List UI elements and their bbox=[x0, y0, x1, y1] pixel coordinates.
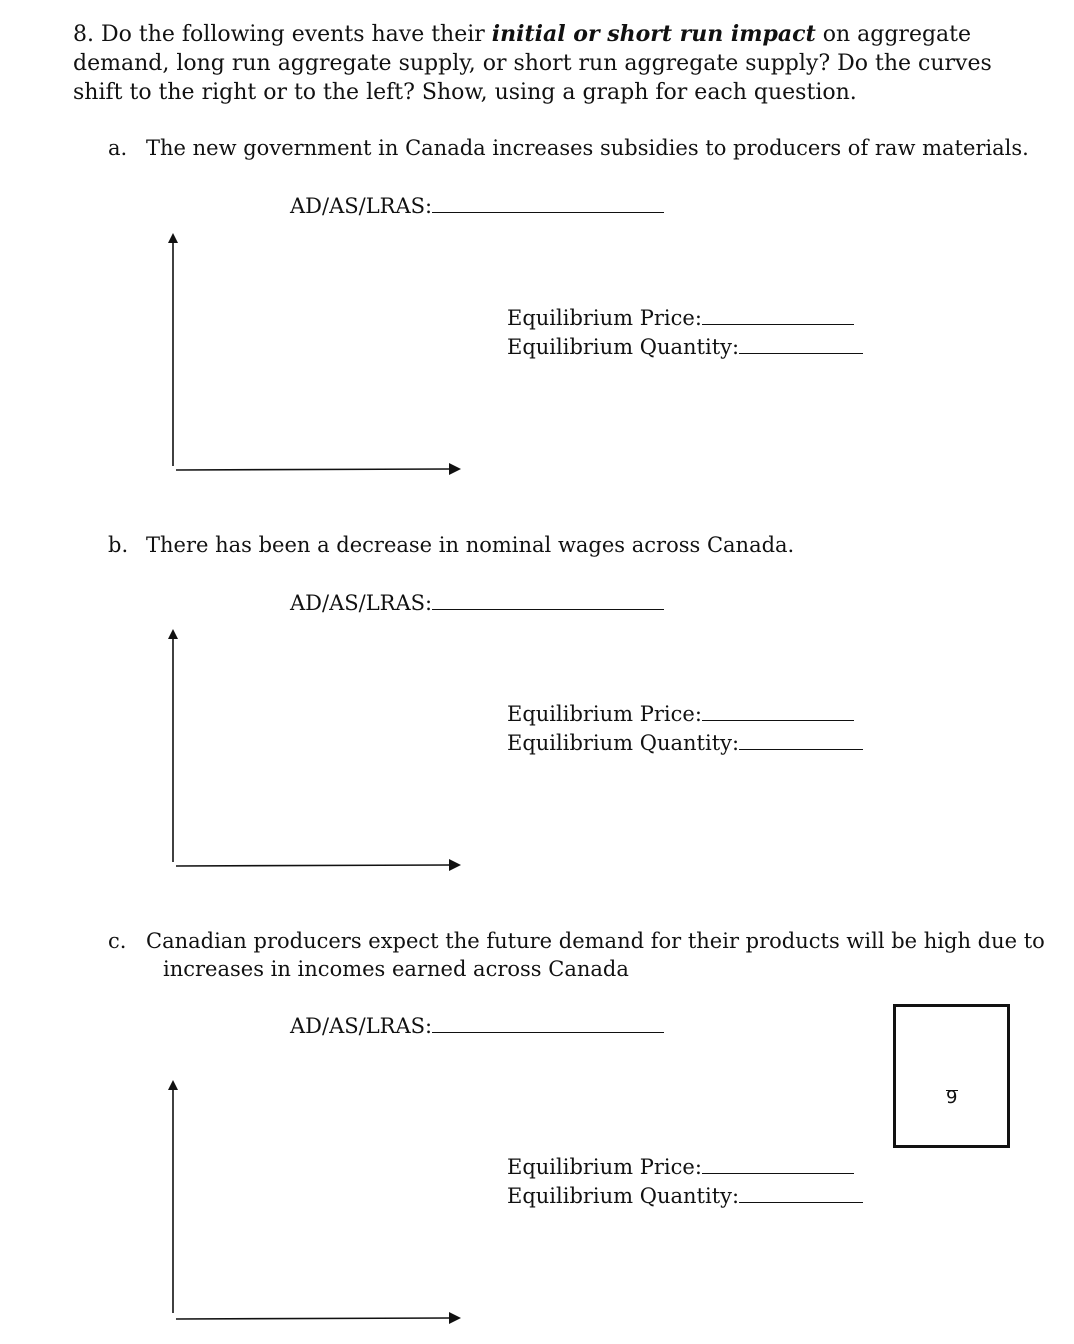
part-b-curve-label: AD/AS/LRAS: bbox=[290, 591, 433, 615]
part-c-curve-field bbox=[290, 1012, 664, 1040]
part-c-x-axis bbox=[176, 1318, 450, 1319]
part-c-curve-blank[interactable] bbox=[432, 1012, 664, 1033]
part-c-price-field bbox=[507, 1153, 854, 1181]
part-a-quantity-label: Equilibrium Quantity: bbox=[507, 335, 740, 359]
part-a-label: a. bbox=[108, 136, 128, 160]
part-a-curve-blank[interactable] bbox=[432, 192, 664, 213]
part-c-y-arrow-icon bbox=[168, 1080, 178, 1090]
part-a-quantity-field bbox=[507, 333, 863, 361]
part-b-curve-field bbox=[290, 589, 664, 617]
part-b-prompt bbox=[108, 531, 794, 559]
part-c-curve-label: AD/AS/LRAS: bbox=[290, 1014, 433, 1038]
question-text-before: Do the following events have their bbox=[101, 22, 492, 47]
part-b-quantity-blank[interactable] bbox=[739, 729, 863, 750]
part-b-x-axis bbox=[176, 865, 450, 866]
question-number: 8. bbox=[73, 22, 94, 47]
part-b-price-blank[interactable] bbox=[702, 700, 854, 721]
part-b-x-arrow-icon bbox=[449, 859, 461, 871]
score-box[interactable] bbox=[893, 1004, 1010, 1148]
part-c-price-blank[interactable] bbox=[702, 1153, 854, 1174]
part-a-price-field bbox=[507, 304, 854, 332]
part-c-quantity-field bbox=[507, 1182, 863, 1210]
part-a-price-blank[interactable] bbox=[702, 304, 854, 325]
part-a-curve-field bbox=[290, 192, 664, 220]
part-b-y-arrow-icon bbox=[168, 629, 178, 639]
part-a-x-axis bbox=[176, 469, 450, 470]
question-8 bbox=[73, 20, 1033, 107]
part-c-price-label: Equilibrium Price: bbox=[507, 1155, 702, 1179]
part-a-price-label: Equilibrium Price: bbox=[507, 306, 702, 330]
part-a-curve-label: AD/AS/LRAS: bbox=[290, 194, 433, 218]
part-b-label: b. bbox=[108, 533, 129, 557]
part-a-y-arrow-icon bbox=[168, 233, 178, 243]
part-a-quantity-blank[interactable] bbox=[739, 333, 863, 354]
part-c-quantity-label: Equilibrium Quantity: bbox=[507, 1184, 740, 1208]
part-b-price-label: Equilibrium Price: bbox=[507, 702, 702, 726]
part-c-quantity-blank[interactable] bbox=[739, 1182, 863, 1203]
score-total bbox=[946, 1087, 957, 1109]
part-b-quantity-label: Equilibrium Quantity: bbox=[507, 731, 740, 755]
part-a-x-arrow-icon bbox=[449, 463, 461, 475]
score-blank-line[interactable] bbox=[946, 1090, 958, 1091]
part-a-text: The new government in Canada increases subsidies to producers of raw materials. bbox=[146, 136, 1029, 160]
question-emphasis: initial or short run impact bbox=[491, 21, 816, 47]
part-b-quantity-field bbox=[507, 729, 863, 757]
part-a-graph-axes[interactable] bbox=[160, 230, 470, 480]
part-a-prompt bbox=[108, 134, 1029, 162]
part-c-label: c. bbox=[108, 929, 127, 953]
part-b-price-field bbox=[507, 700, 854, 728]
part-b-text: There has been a decrease in nominal wages across Canada. bbox=[146, 533, 795, 557]
part-c-prompt bbox=[108, 927, 1045, 955]
part-c-x-arrow-icon bbox=[449, 1312, 461, 1324]
part-c-text-line1: Canadian producers expect the future demand for their products will be high due to bbox=[146, 929, 1045, 953]
score-total-value: 9 bbox=[946, 1087, 958, 1108]
part-b-graph-axes[interactable] bbox=[160, 626, 470, 876]
part-b-curve-blank[interactable] bbox=[432, 589, 664, 610]
part-c-prompt-line2 bbox=[163, 955, 629, 983]
question-text-after: on aggregate demand, long run aggregate supply, or short run aggregate supply? Do the curves shift to the right or to the left? Show, using a graph for each question. bbox=[73, 22, 992, 105]
part-c-text-line2: increases in incomes earned across Canada bbox=[163, 957, 629, 981]
part-c-graph-axes[interactable] bbox=[160, 1077, 470, 1327]
